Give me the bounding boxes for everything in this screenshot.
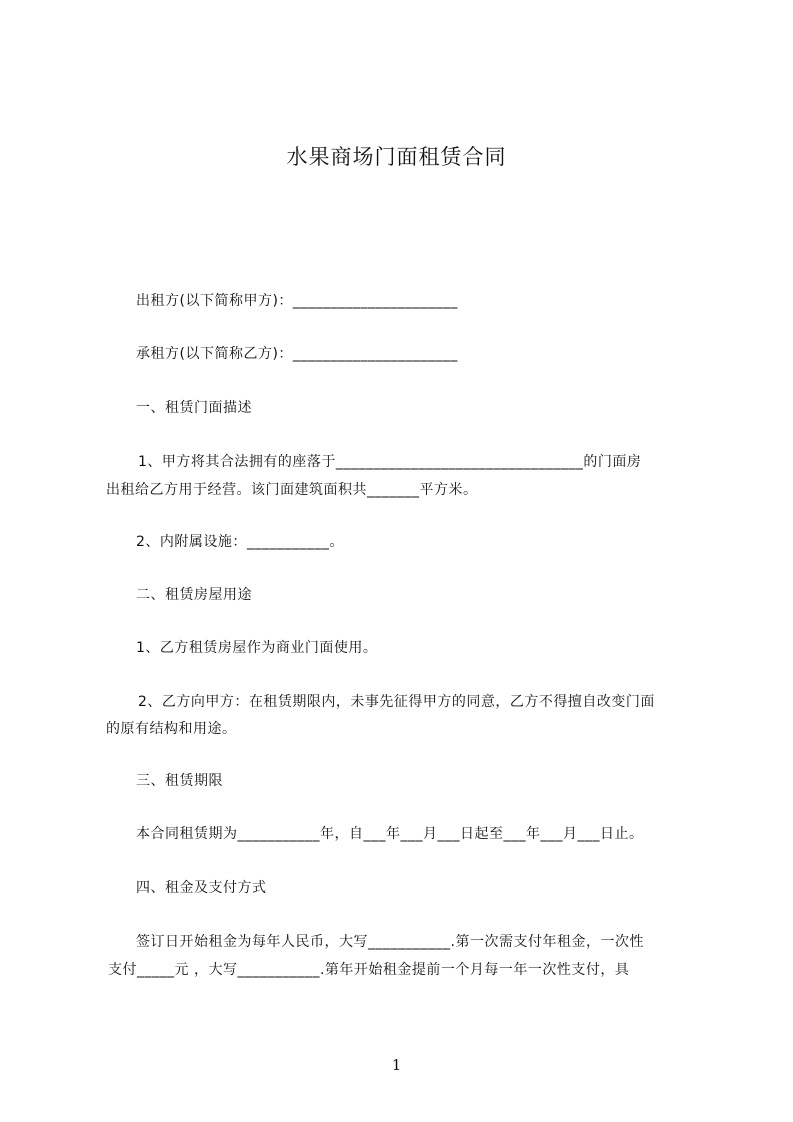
section-2-item-2-line-1: 2、乙方向甲方：在租赁期限内，未事先征得甲方的同意，乙方不得擅自改变门面 [138, 694, 655, 710]
section-3-heading: 三、租赁期限 [136, 773, 223, 789]
section-3-text: 本合同租赁期为___________年，自___年___月___日起至___年___月___日止。 [136, 826, 644, 842]
section-4-text-line-1: 签订日开始租金为每年人民币，大写___________.第一次需支付年租金，一次性 [136, 934, 644, 950]
party-b-line: 承租方(以下简称乙方)：______________________ [136, 346, 458, 362]
section-2-item-1: 1、乙方租赁房屋作为商业门面使用。 [136, 640, 378, 656]
section-4-heading: 四、租金及支付方式 [136, 880, 267, 896]
section-1-heading: 一、租赁门面描述 [136, 400, 252, 416]
contract-title: 水果商场门面租赁合同 [286, 145, 507, 169]
section-1-item-1-line-1: 1、甲方将其合法拥有的座落于_________________________________的门面房 [138, 454, 642, 470]
party-a-line: 出租方(以下简称甲方)：______________________ [136, 293, 458, 309]
section-1-item-1-line-2: 出租给乙方用于经营。该门面建筑面积共_______平方米。 [106, 482, 478, 498]
section-2-item-2-line-2: 的原有结构和用途。 [106, 721, 237, 737]
section-4-text-line-2: 支付_____元 ，大写___________.第年开始租金提前一个月每一年一次性支付，具 [108, 962, 630, 978]
section-2-heading: 二、租赁房屋用途 [136, 587, 252, 603]
section-1-item-2: 2、内附属设施：___________。 [136, 534, 344, 550]
page-number: 1 [391, 1056, 402, 1074]
